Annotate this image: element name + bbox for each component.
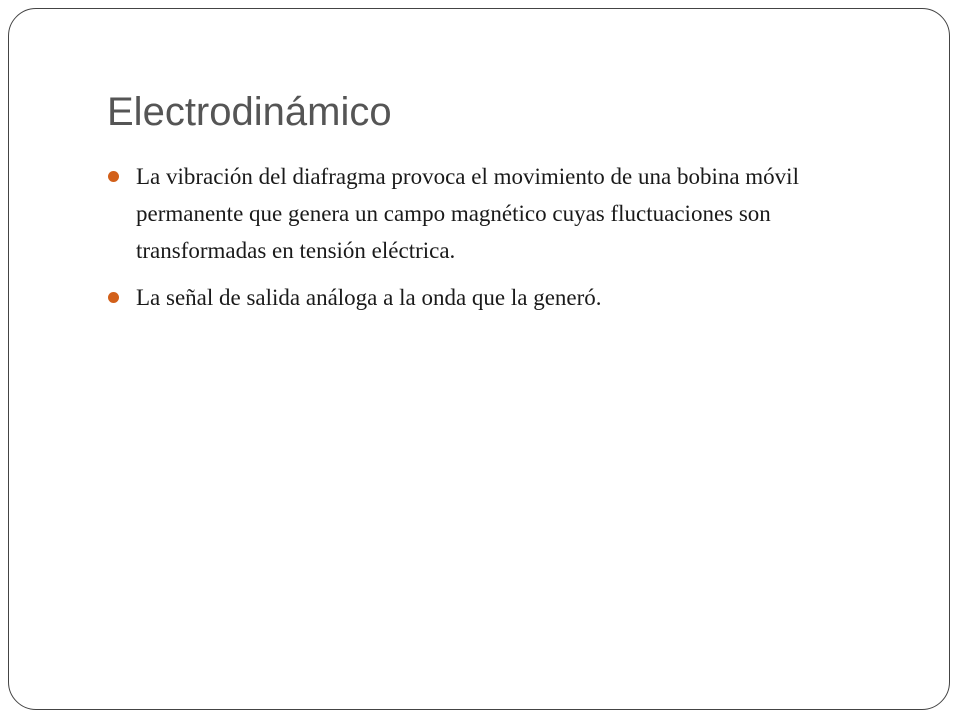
bullet-list (108, 158, 888, 326)
bullet-item (108, 158, 888, 269)
bullet-dot-icon (108, 171, 119, 182)
bullet-text: La vibración del diafragma provoca el movimiento de una bobina móvil permanente que genera un campo magnético cuyas fluctuaciones son transformadas en tensión eléctrica. (136, 164, 799, 263)
bullet-dot-icon (108, 292, 119, 303)
slide-title: Electrodinámico (107, 90, 392, 134)
bullet-text: La señal de salida análoga a la onda que la generó. (136, 285, 602, 310)
bullet-item (108, 279, 888, 316)
